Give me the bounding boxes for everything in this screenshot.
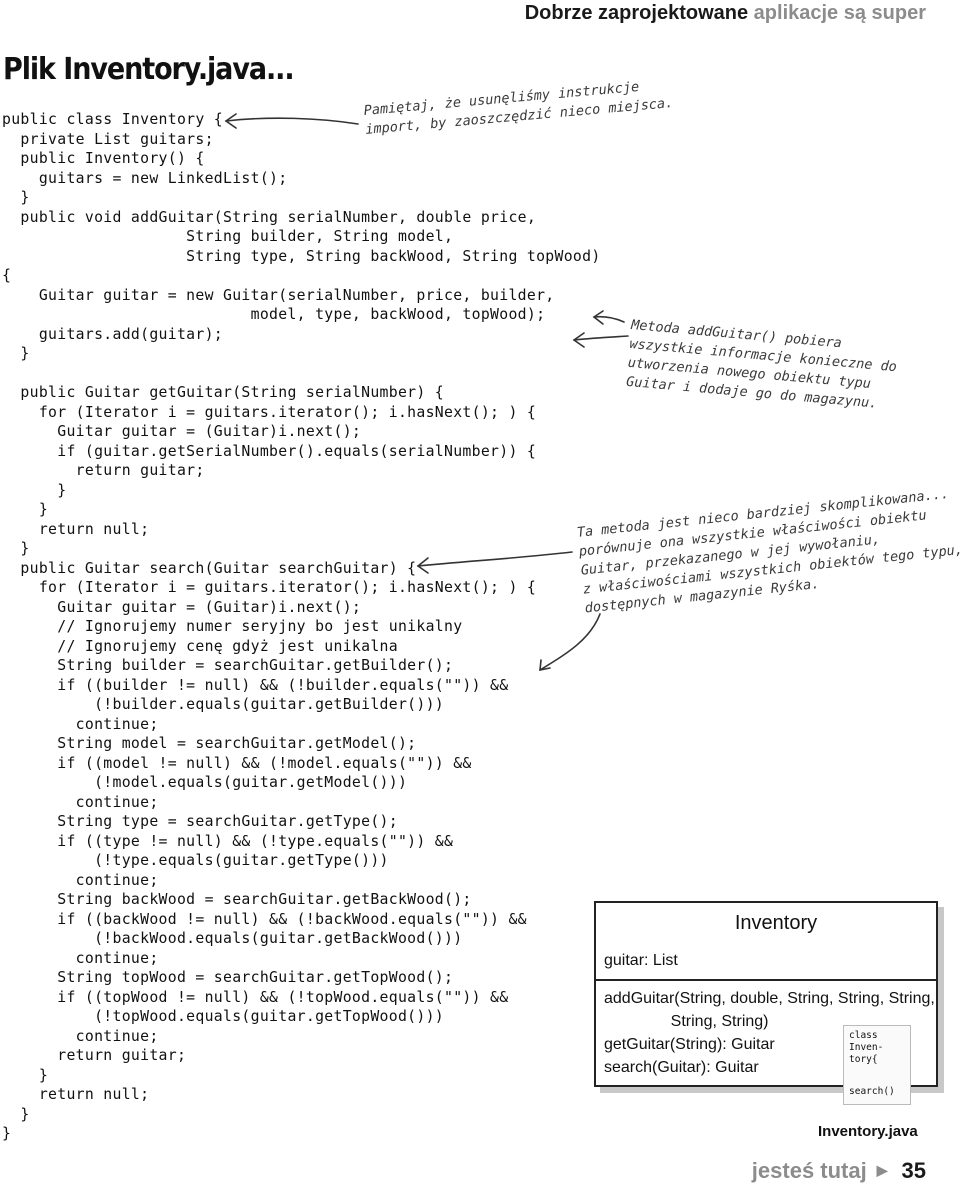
running-header-dark: Dobrze zaprojektowane [524, 2, 749, 24]
arrow-add-guitar-2 [574, 336, 628, 340]
code-listing: public class Inventory { private List guitars; public Inventory() { guitars = new LinkedList(); } public void addGuitar(String serialNumber, double price, String builder, String model, String type, String backWood, String topWood) { Guitar guitar = new Guitar(serialNumber, price, builder, model, type, backWood, topWood); guitars.add(guitar); } public Guitar getGuitar(String serialNumber) { for (Iterator i = guitars.iterator(); i.hasNext(); ) { Guitar guitar = (Guitar)i.next(); if (guitar.getSerialNumber().equals(serialNumber)) { return guitar; } } return null; } public Guitar search(Guitar searchGuitar) { for (Iterator i = guitars.iterator(); i.hasNext(); ) { Guitar guitar = (Guitar)i.next(); // Ignorujemy numer seryjny bo jest unikalny // Ignorujemy cenę gdyż jest unikalna String builder = searchGuitar.getBuilder(); if ((builder != null) && (!builder.equals("")) && (!builder.equals(guitar.getBuilder())) continue; String model = searchGuitar.getModel(); if ((model != null) && (!model.equals("")) && (!model.equals(guitar.getModel())) continue; String type = searchGuitar.getType(); if ((type != null) && (!type.equals("")) && (!type.equals(guitar.getType())) continue; String backWood = searchGuitar.getBackWood(); if ((backWood != null) && (!backWood.equals("")) && (!backWood.equals(guitar.getBackWood())) continue; String topWood = searchGuitar.getTopWood(); if ((topWood != null) && (!topWood.equals("")) && (!topWood.equals(guitar.getTopWood())) continue; return guitar; } return null; } } [2, 111, 601, 1142]
arrow-imports [226, 118, 358, 124]
page-footer [752, 1158, 926, 1184]
uml-method: addGuitar(String, double, String, String, String, [604, 990, 935, 1007]
file-icon [843, 1025, 911, 1105]
running-header-light: aplikacje są super [753, 2, 926, 24]
file-icon-code: class Inven- tory{ [849, 1030, 884, 1065]
file-icon-method: search() [849, 1086, 895, 1097]
annotation-imports: Pamiętaj, że usunęliśmy instrukcje import, by zaoszczędzić nieco miejsca. [363, 78, 674, 138]
triangle-right-icon: ▶ [876, 1162, 888, 1178]
page-title: Plik Inventory.java... [3, 52, 294, 87]
page-number: 35 [901, 1158, 926, 1183]
annotation-add-guitar: Metoda addGuitar() pobiera wszystkie informacje konieczne do utworzenia nowego obiektu typu Guitar i dodaje go do magazynu. [625, 316, 898, 412]
arrow-search [418, 552, 572, 566]
uml-attribute: guitar: List [596, 943, 936, 981]
file-label: Inventory.java [818, 1123, 918, 1140]
arrow-search-2 [540, 614, 600, 670]
footer-text: jesteś tutaj [751, 1158, 867, 1183]
uml-method: String, String) [604, 1013, 769, 1030]
uml-class-name: Inventory [734, 912, 818, 934]
annotation-search: Ta metoda jest nieco bardziej skomplikowana... porównuje ona wszystkie właściwości obiektu Guitar, przekazanego w jej wywołaniu, z właściwościami wszystkich obiektów tego typu, dostępnych w magazynie Ryśka. [576, 485, 964, 617]
uml-method: search(Guitar): Guitar [604, 1059, 759, 1076]
uml-method: getGuitar(String): Guitar [604, 1036, 775, 1053]
